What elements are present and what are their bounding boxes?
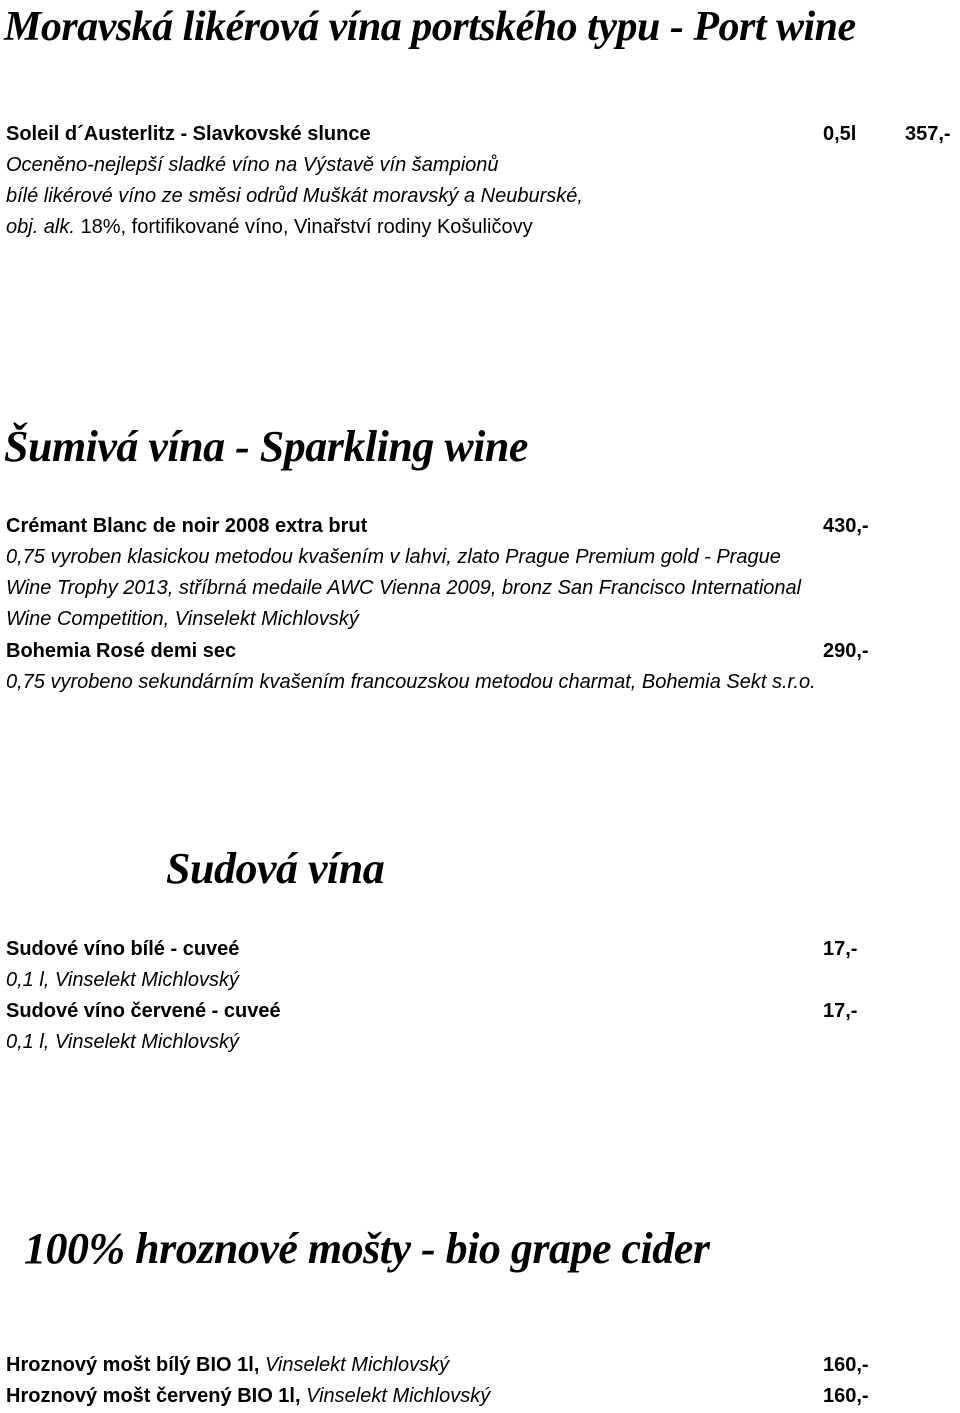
sparkling-item1-name: Crémant Blanc de noir 2008 extra brut <box>6 515 368 537</box>
sparkling-section-title: Šumivá vína - Sparkling wine <box>4 422 528 471</box>
cider-item2 <box>6 1381 490 1412</box>
port-item-alcohol-label: obj. alk. <box>6 216 75 238</box>
sparkling-item1-desc-line1: 0,75 vyroben klasickou metodou kvašením v lahvi, zlato Prague Premium gold - Prague <box>6 546 781 568</box>
port-section-title: Moravská likérová vína portského typu - Port wine <box>4 4 856 50</box>
barrel-item2-price: 17,- <box>823 1000 858 1022</box>
port-item-producer: 18%, fortifikované víno, Vinařství rodiny Košuličovy <box>74 216 533 238</box>
port-item-name: Soleil d´Austerlitz - Slavkovské slunce <box>6 123 371 145</box>
sparkling-item2-price: 290,- <box>823 640 869 662</box>
barrel-item2-desc: 0,1 l, Vinselekt Michlovský <box>6 1031 240 1053</box>
cider-item1-price: 160,- <box>823 1354 869 1376</box>
sparkling-item1-desc-line2: Wine Trophy 2013, stříbrná medaile AWC Vienna 2009, bronz San Francisco International <box>6 577 802 599</box>
sparkling-item2-name: Bohemia Rosé demi sec <box>6 640 237 662</box>
cider-item2-name: Hroznový mošt červený BIO 1l, <box>6 1385 301 1407</box>
cider-section-title: 100% hroznové mošty - bio grape cider <box>24 1224 710 1273</box>
barrel-item1-name: Sudové víno bílé - cuveé <box>6 938 240 960</box>
cider-item2-price: 160,- <box>823 1385 869 1407</box>
sparkling-item1-desc-line3: Wine Competition, Vinselekt Michlovský <box>6 608 359 630</box>
sparkling-item1-price: 430,- <box>823 515 869 537</box>
port-item-description: bílé likérové víno ze směsi odrůd Muškát moravský a Neuburské, <box>6 185 583 207</box>
cider-item1-name: Hroznový mošt bílý BIO 1l, <box>6 1354 260 1376</box>
sparkling-item2-desc: 0,75 vyrobeno sekundárním kvašením francouzskou metodou charmat, Bohemia Sekt s.r.o. <box>6 671 816 693</box>
port-item-volume: 0,5l <box>823 123 857 145</box>
barrel-section-title: Sudová vína <box>166 844 385 893</box>
cider-item1 <box>6 1350 449 1381</box>
port-item-price: 357,- <box>905 123 951 145</box>
barrel-item1-price: 17,- <box>823 938 858 960</box>
port-item-alcohol-producer <box>6 212 533 243</box>
port-item-award: Oceněno-nejlepší sladké víno na Výstavě vín šampionů <box>6 154 499 176</box>
barrel-item1-desc: 0,1 l, Vinselekt Michlovský <box>6 969 240 991</box>
barrel-item2-name: Sudové víno červené - cuveé <box>6 1000 281 1022</box>
cider-item1-producer: Vinselekt Michlovský <box>259 1354 450 1376</box>
cider-item2-producer: Vinselekt Michlovský <box>300 1385 491 1407</box>
